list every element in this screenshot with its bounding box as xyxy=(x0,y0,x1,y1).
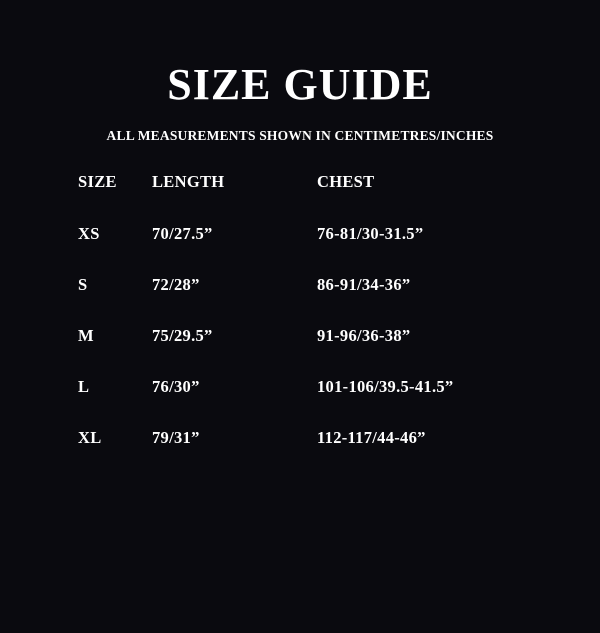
column-header-length: LENGTH xyxy=(152,172,225,191)
measurements-note: ALL MEASUREMENTS SHOWN IN CENTIMETRES/INCHES xyxy=(106,128,494,144)
cell-size: XL xyxy=(78,428,102,447)
table-header-row xyxy=(0,172,600,224)
table-row xyxy=(0,275,600,326)
column-header-size: SIZE xyxy=(78,172,117,191)
table-row xyxy=(0,224,600,275)
cell-chest: 86-91/34-36” xyxy=(317,275,411,294)
table-row xyxy=(0,428,600,479)
cell-length: 76/30” xyxy=(152,377,200,396)
page-title: SIZE GUIDE xyxy=(167,60,433,109)
cell-size: M xyxy=(78,326,94,345)
cell-chest: 101-106/39.5-41.5” xyxy=(317,377,454,396)
cell-chest: 91-96/36-38” xyxy=(317,326,411,345)
size-table xyxy=(0,172,600,479)
cell-length: 75/29.5” xyxy=(152,326,213,345)
cell-size: L xyxy=(78,377,90,396)
cell-length: 79/31” xyxy=(152,428,200,447)
table-row xyxy=(0,377,600,428)
cell-size: S xyxy=(78,275,88,294)
cell-length: 70/27.5” xyxy=(152,224,213,243)
cell-length: 72/28” xyxy=(152,275,200,294)
cell-chest: 112-117/44-46” xyxy=(317,428,426,447)
column-header-chest: CHEST xyxy=(317,172,375,191)
cell-chest: 76-81/30-31.5” xyxy=(317,224,424,243)
cell-size: XS xyxy=(78,224,100,243)
table-row xyxy=(0,326,600,377)
